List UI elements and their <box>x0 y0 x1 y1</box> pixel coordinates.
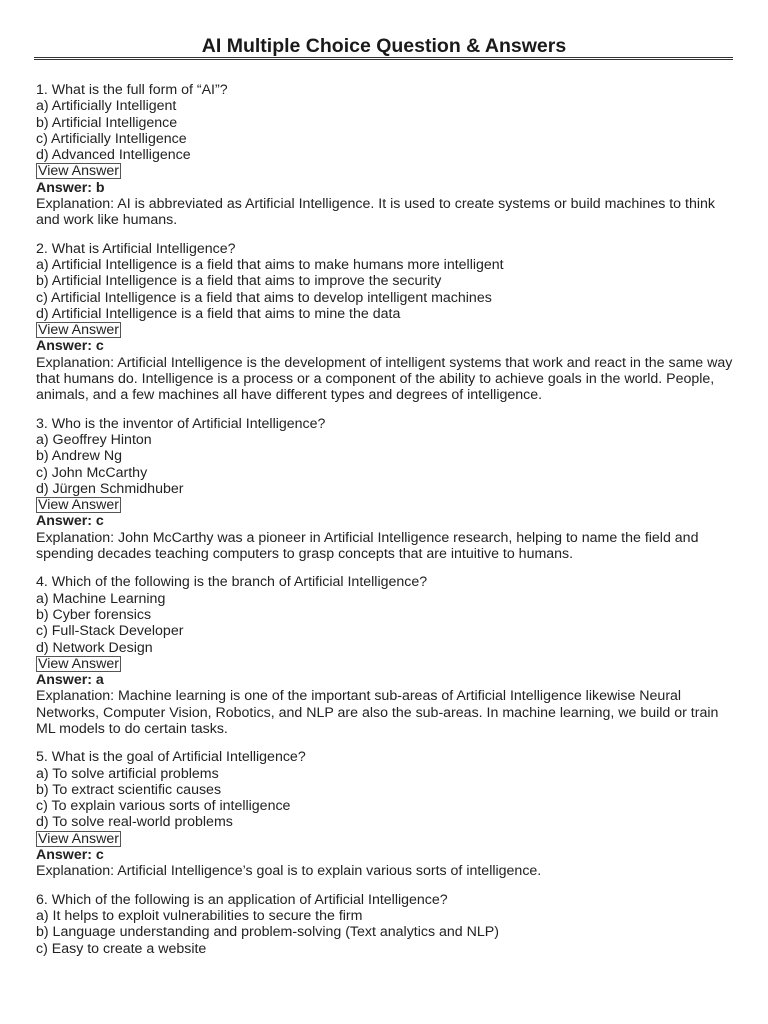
option: c) Full-Stack Developer <box>36 623 184 640</box>
option: a) Geoffrey Hinton <box>36 431 152 448</box>
explanation-text: Explanation: AI is abbreviated as Artificial Intelligence. It is used to create systems or build machines to think and work like humans. <box>36 196 715 229</box>
question-list <box>36 82 736 969</box>
option: c) Artificially Intelligence <box>36 130 187 147</box>
option: b) Cyber forensics <box>36 606 152 623</box>
explanation-text: Explanation: John McCarthy was a pioneer in Artificial Intelligence research, helping to name the field and spending decades teaching computers to grasp concepts that are intuitive to humans. <box>36 529 699 563</box>
option: a) Artificial Intelligence is a field that aims to make humans more intelligent <box>36 256 504 273</box>
option: c) To explain various sorts of intelligence <box>36 798 291 815</box>
page-title: AI Multiple Choice Question & Answers <box>201 35 567 57</box>
option: d) Advanced Intelligence <box>36 147 191 164</box>
question-text: 4. Which of the following is the branch of Artificial Intelligence? <box>36 574 428 591</box>
answer-label: Answer: a <box>36 672 104 689</box>
question-block <box>36 416 736 563</box>
option: d) Network Design <box>36 639 153 656</box>
question-text: 3. Who is the inventor of Artificial Intelligence? <box>36 415 326 432</box>
answer-label: Answer: c <box>36 513 104 530</box>
option: a) Artificially Intelligent <box>36 98 177 115</box>
title-divider <box>34 57 733 58</box>
option: c) Artificial Intelligence is a field that aims to develop intelligent machines <box>36 289 492 306</box>
question-block <box>36 749 736 879</box>
option: b) Artificial Intelligence <box>36 114 178 131</box>
option: b) To extract scientific causes <box>36 781 222 798</box>
view-answer-button[interactable]: View Answer <box>38 830 119 847</box>
option: b) Andrew Ng <box>36 448 122 465</box>
title-divider <box>34 59 733 60</box>
question-block <box>36 82 736 229</box>
answer-label: Answer: b <box>36 179 105 196</box>
explanation-text: Explanation: Machine learning is one of the important sub-areas of Artificial Intelligence likewise Neural Networks, Computer Vision, Robotics, and NLP are also the sub-areas. In machine learning, we build or train ML models to do certain tasks. <box>36 688 719 737</box>
question-text: 2. What is Artificial Intelligence? <box>36 240 236 257</box>
answer-label: Answer: c <box>36 338 104 355</box>
question-block <box>36 574 736 737</box>
question-block <box>36 892 736 957</box>
option: d) Artificial Intelligence is a field that aims to mine the data <box>36 305 401 322</box>
question-text: 1. What is the full form of “AI”? <box>36 82 228 98</box>
option: c) John McCarthy <box>36 464 148 481</box>
explanation-text: Explanation: Artificial Intelligence’s goal is to explain various sorts of intelligence. <box>36 863 542 880</box>
question-text: 6. Which of the following is an application of Artificial Intelligence? <box>36 891 448 908</box>
question-text: 5. What is the goal of Artificial Intelligence? <box>36 749 306 766</box>
option: d) To solve real-world problems <box>36 814 233 831</box>
option: a) It helps to exploit vulnerabilities to secure the firm <box>36 907 363 924</box>
option: a) Machine Learning <box>36 590 166 607</box>
view-answer-button[interactable]: View Answer <box>38 655 119 672</box>
question-block <box>36 241 736 404</box>
view-answer-button[interactable]: View Answer <box>38 322 119 339</box>
answer-label: Answer: c <box>36 847 104 864</box>
explanation-text: Explanation: Artificial Intelligence is the development of intelligent systems that work and react in the same way that humans do. Intelligence is a process or a component of the ability to achieve goals in the world. People, animals, and a few machines all have different types and degrees of intelligence. <box>36 354 733 404</box>
view-answer-button[interactable]: View Answer <box>38 497 119 514</box>
option: d) Jürgen Schmidhuber <box>36 480 184 497</box>
option: c) Easy to create a website <box>36 940 207 957</box>
option: b) Artificial Intelligence is a field that aims to improve the security <box>36 273 442 290</box>
view-answer-button[interactable]: View Answer <box>38 163 119 180</box>
option: a) To solve artificial problems <box>36 765 219 782</box>
option: b) Language understanding and problem-solving (Text analytics and NLP) <box>36 924 499 941</box>
